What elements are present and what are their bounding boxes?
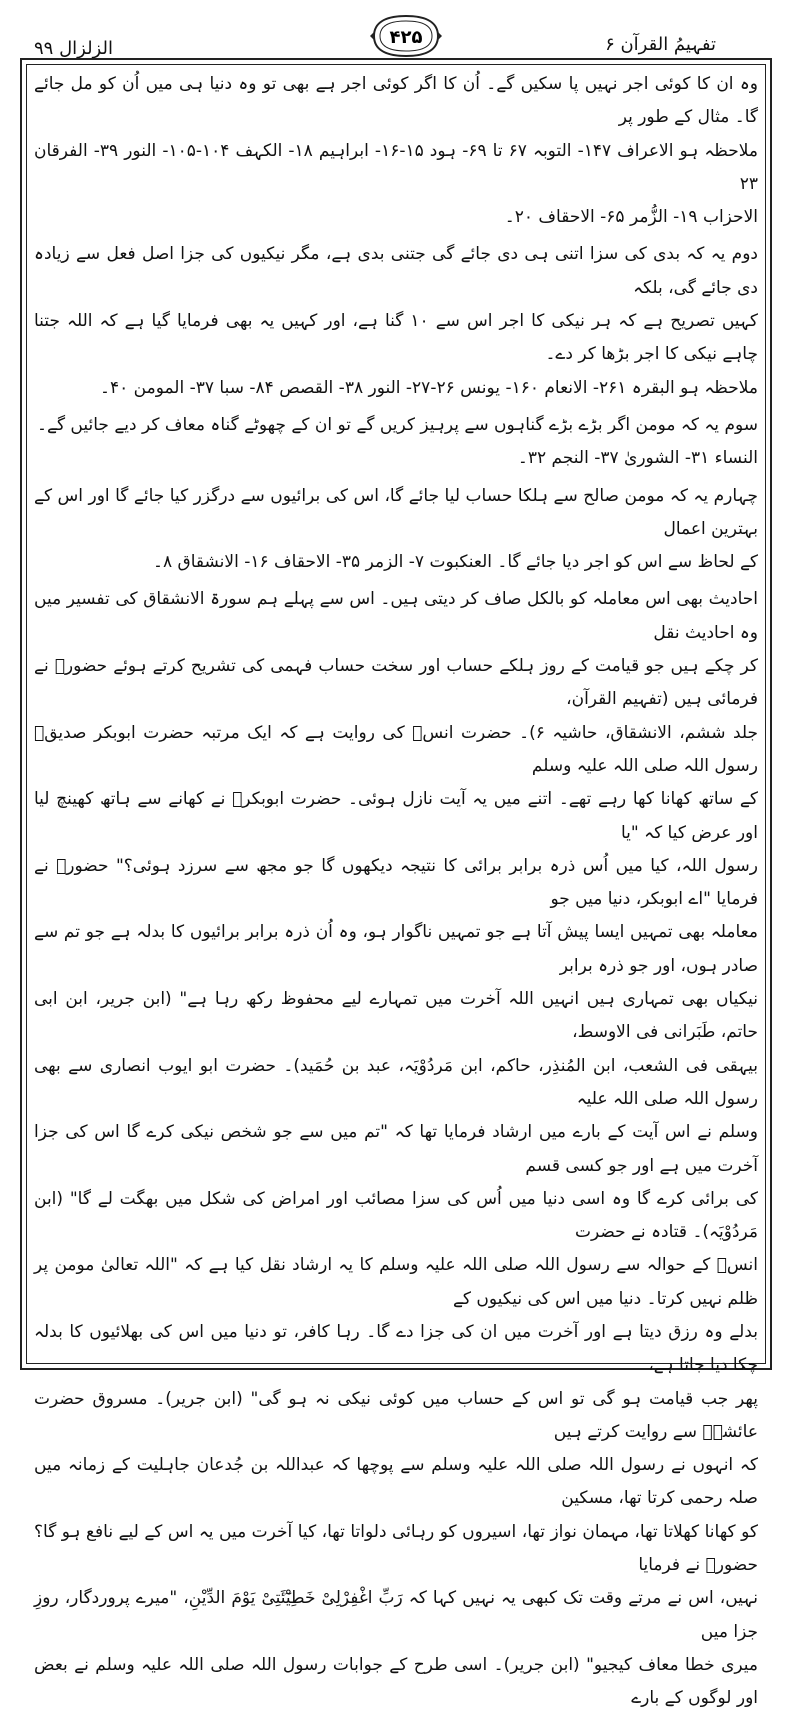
page-header: [20, 14, 776, 60]
text-line: رسول اللہ، کیا میں اُس ذرہ برابر برائی کا نتیجہ دیکھوں گا جو مجھ سے سرزد ہوئی؟" حضورؐ نے فرمایا "اے ابوبکر، دنیا میں جو: [34, 855, 758, 910]
text-line: نہیں، اس نے مرتے وقت تک کبھی یہ نہیں کہا کہ رَبِّ اغْفِرْلِیْ خَطِیْٓئَتِیْ یَوْمَ الدِّیْنِ، "میرے پروردگار، روزِ جزا میں: [34, 1588, 758, 1642]
text-line: کہ انہوں نے رسول اللہ صلی اللہ علیہ وسلم سے پوچھا کہ عبداللہ بن جُدعان جاہلیت کے زمانہ میں صلہ رحمی کرتا تھا، مسکین: [34, 1455, 758, 1509]
paragraph-4: [34, 480, 758, 580]
text-line: معاملہ بھی تمہیں ایسا پیش آتا ہے جو تمہیں ناگوار ہو، وہ اُن ذرہ برابر برائیوں کا بدلہ ہے جو تم سے صادر ہوں، اور جو ذرہ برابر: [34, 922, 758, 976]
text-line: سوم یہ کہ مومن اگر بڑے بڑے گناہوں سے پرہیز کریں گے تو ان کے چھوٹے گناہ معاف کر دیے جائیں گے۔: [37, 414, 758, 435]
page-body: [34, 68, 759, 1709]
paragraph-3: [34, 409, 758, 476]
text-line: بیہقی فی الشعب، ابن المُنذِر، حاکم، ابن مَردُوْیَہ، عبد بن حُمَید)۔ حضرت ابو ایوب انصاری سے بھی رسول اللہ صلی اللہ علیہ: [34, 1055, 758, 1109]
text-line: احادیث بھی اس معاملہ کو بالکل صاف کر دیتی ہیں۔ اس سے پہلے ہم سورۃ الانشقاق کی تفسیر میں وہ احادیث نقل: [34, 589, 758, 643]
text-line: نیکیاں بھی تمہاری ہیں انہیں اللہ آخرت میں تمہارے لیے محفوظ رکھ رہا ہے" (ابن جریر، ابن ابی حاتم، طَبَرانی فی الاوسط،: [34, 989, 758, 1043]
text-line: بدلے وہ رزق دیتا ہے اور آخرت میں ان کی جزا دے گا۔ رہا کافر، تو دنیا میں اس کی بھلائیوں کا بدلہ چکا دیا جاتا ہے،: [34, 1321, 758, 1376]
reference-line: ملاحظہ ہو البقرہ ۲۶۱- الانعام ۱۶۰- یونس ۲۶-۲۷- النور ۳۸- القصص ۸۴- سبا ۳۷- المومن ۴۰۔: [100, 377, 758, 398]
text-line: کے ساتھ کھانا کھا رہے تھے۔ اتنے میں یہ آیت نازل ہوئی۔ حضرت ابوبکرؓ نے کھانے سے ہاتھ کھینچ لیا اور عرض کیا کہ "یا: [34, 789, 758, 843]
ornament-frame-icon: [368, 14, 444, 58]
text-line: پھر جب قیامت ہو گی تو اس کے حساب میں کوئی نیکی نہ ہو گی" (ابن جریر)۔ مسروق حضرت عائشہؓ سے روایت کرتے ہیں: [34, 1388, 758, 1442]
surah-header: الزلزال ٩٩: [34, 38, 113, 59]
reference-line: النساء ۳۱- الشوریٰ ۳۷- النجم ۳۲۔: [517, 448, 758, 469]
text-line: چہارم یہ کہ مومن صالح سے ہلکا حساب لیا جائے گا، اس کی برائیوں سے درگزر کیا جائے گا اور اس کے بہترین اعمال: [34, 485, 758, 539]
page-number-badge: [368, 14, 444, 58]
text-line: وسلم نے اس آیت کے بارے میں ارشاد فرمایا تھا کہ "تم میں سے جو شخص نیکی کرے گا اس کی جزا آخرت میں ہے اور جو کسی قسم: [34, 1122, 758, 1176]
text-line: کی برائی کرے گا وہ اسی دنیا میں اُس کی سزا مصائب اور امراض کی شکل میں بھگت لے گا" (ابن مَردُوْیَہ)۔ قتادہ نے حضرت: [34, 1188, 758, 1243]
text-line: کو کھانا کھلاتا تھا، مہمان نواز تھا، اسیروں کو رہائی دلواتا تھا، کیا آخرت میں یہ اس کے لیے نافع ہو گا؟ حضورؐ نے فرمایا: [34, 1521, 758, 1576]
page-number: ۴۲۵: [389, 27, 423, 48]
reference-line: ملاحظہ ہو الاعراف ۱۴۷- التوبہ ۶۷ تا ۶۹- ہود ۱۵-۱۶- ابراہیم ۱۸- الکہف ۱۰۴-۱۰۵- النور ۳۹- الفرقان ۲۳: [34, 140, 759, 194]
text-line: انسؓ کے حوالہ سے رسول اللہ صلی اللہ علیہ وسلم کا یہ ارشاد نقل کیا ہے کہ "اللہ تعالیٰ مومن پر ظلم نہیں کرتا۔ دنیا میں اس کی نیکیوں کے: [34, 1255, 758, 1309]
text-line: میری خطا معاف کیجیو" (ابن جریر)۔ اسی طرح کے جوابات رسول اللہ صلی اللہ علیہ وسلم نے بعض اور لوگوں کے بارے: [34, 1654, 758, 1709]
paragraph-2: [34, 238, 758, 404]
paragraph-5: [34, 583, 758, 1715]
text-line: کہیں تصریح ہے کہ ہر نیکی کا اجر اس سے ۱۰ گنا ہے، اور کہیں یہ بھی فرمایا گیا ہے کہ اللہ جتنا چاہے نیکی کا اجر بڑھا کر دے۔: [34, 311, 758, 365]
text-line: وہ ان کا کوئی اجر نہیں پا سکیں گے۔ اُن کا اگر کوئی اجر ہے بھی تو وہ دنیا ہی میں اُن کو مل جائے گا۔ مثال کے طور پر: [34, 74, 758, 128]
book-title-header: تفہیمُ القرآن ۶: [605, 34, 716, 55]
reference-line: الاحزاب ۱۹- الزُّمر ۶۵- الاحقاف ۲۰۔: [504, 207, 758, 228]
paragraph-1: [34, 68, 758, 234]
text-line: دوم یہ کہ بدی کی سزا اتنی ہی دی جائے گی جتنی بدی ہے، مگر نیکیوں کی جزا اصل فعل سے زیادہ دی جائے گی، بلکہ: [34, 244, 758, 298]
text-line: کر چکے ہیں جو قیامت کے روز ہلکے حساب اور سخت حساب فہمی کی تشریح کرتے ہوئے حضورؐ نے فرمائی ہیں (تفہیم القرآن،: [34, 656, 758, 710]
reference-line: کے لحاظ سے اس کو اجر دیا جائے گا۔ العنکبوت ۷- الزمر ۳۵- الاحقاف ۱۶- الانشقاق ۸۔: [153, 552, 758, 573]
text-line: جلد ششم، الانشقاق، حاشیہ ۶)۔ حضرت انسؓ کی روایت ہے کہ ایک مرتبہ حضرت ابوبکر صدیقؓ رسول اللہ صلی اللہ علیہ وسلم: [34, 722, 758, 776]
